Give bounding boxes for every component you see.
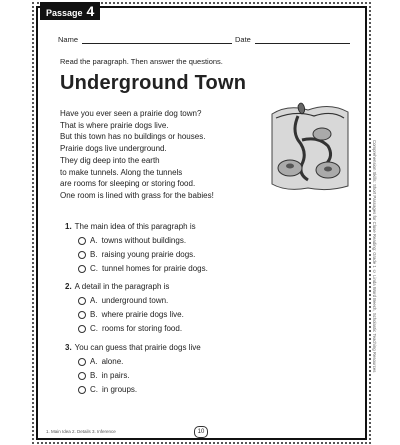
- date-label: Date: [235, 35, 251, 44]
- radio-circle-icon[interactable]: [78, 311, 86, 319]
- paragraph-line: are rooms for sleeping or storing food.: [60, 179, 196, 189]
- option-3c[interactable]: C. in groups.: [78, 385, 137, 394]
- page-number: 10: [194, 426, 208, 438]
- option-2c[interactable]: C. rooms for storing food.: [78, 324, 182, 333]
- copyright-side-text: Comprehension Skills: Short Passages for Close Reading: Grade 1 © Linda Ward Beech, Scholastic Teaching Resources: [372, 140, 377, 373]
- paragraph-line: But this town has no buildings or houses.: [60, 132, 206, 142]
- instructions: Read the paragraph. Then answer the questions.: [60, 57, 223, 66]
- question-number: 3.: [65, 343, 72, 352]
- option-1b[interactable]: B. raising young prairie dogs.: [78, 250, 195, 259]
- option-2b[interactable]: B. where prairie dogs live.: [78, 310, 184, 319]
- name-label: Name: [58, 35, 79, 44]
- radio-circle-icon[interactable]: [78, 237, 86, 245]
- option-1a[interactable]: A. towns without buildings.: [78, 236, 186, 245]
- paragraph-line: That is where prairie dogs live.: [60, 120, 169, 130]
- question-2: [65, 282, 169, 291]
- radio-circle-icon[interactable]: [78, 325, 86, 333]
- passage-label: Passage: [46, 8, 83, 18]
- question-1: [65, 222, 196, 231]
- radio-circle-icon[interactable]: [78, 358, 86, 366]
- skills-footer: 1. Main Idea 2. Details 3. Inference: [46, 429, 116, 434]
- date-rule: [255, 43, 350, 44]
- radio-circle-icon[interactable]: [78, 297, 86, 305]
- option-3a[interactable]: A. alone.: [78, 357, 123, 366]
- radio-circle-icon[interactable]: [78, 372, 86, 380]
- question-number: 2.: [65, 282, 72, 291]
- question-number: 1.: [65, 222, 72, 231]
- paragraph-line: Have you ever seen a prairie dog town?: [60, 109, 202, 118]
- paragraph-line: One room is lined with grass for the babies!: [60, 190, 214, 200]
- name-field[interactable]: [58, 35, 232, 44]
- question-text: A detail in the paragraph is: [74, 282, 170, 291]
- passage-number: 4: [86, 3, 95, 19]
- paragraph-line: They dig deep into the earth: [60, 155, 160, 165]
- page-title: Underground Town: [60, 72, 247, 94]
- option-3b[interactable]: B. in pairs.: [78, 371, 130, 380]
- passage-badge: [40, 2, 100, 20]
- paragraph-line: to make tunnels. Along the tunnels: [60, 167, 183, 177]
- radio-circle-icon[interactable]: [78, 386, 86, 394]
- radio-circle-icon[interactable]: [78, 251, 86, 259]
- option-2a[interactable]: A. underground town.: [78, 296, 168, 305]
- question-text: You can guess that prairie dogs live: [74, 343, 201, 352]
- name-rule: [82, 43, 232, 44]
- prairie-dog-tunnel-illustration: [268, 100, 352, 192]
- paragraph-line: Prairie dogs live underground.: [60, 144, 167, 154]
- question-3: [65, 343, 201, 352]
- date-field[interactable]: [235, 35, 350, 44]
- radio-circle-icon[interactable]: [78, 265, 86, 273]
- option-1c[interactable]: C. tunnel homes for prairie dogs.: [78, 264, 208, 273]
- question-text: The main idea of this paragraph is: [74, 222, 196, 231]
